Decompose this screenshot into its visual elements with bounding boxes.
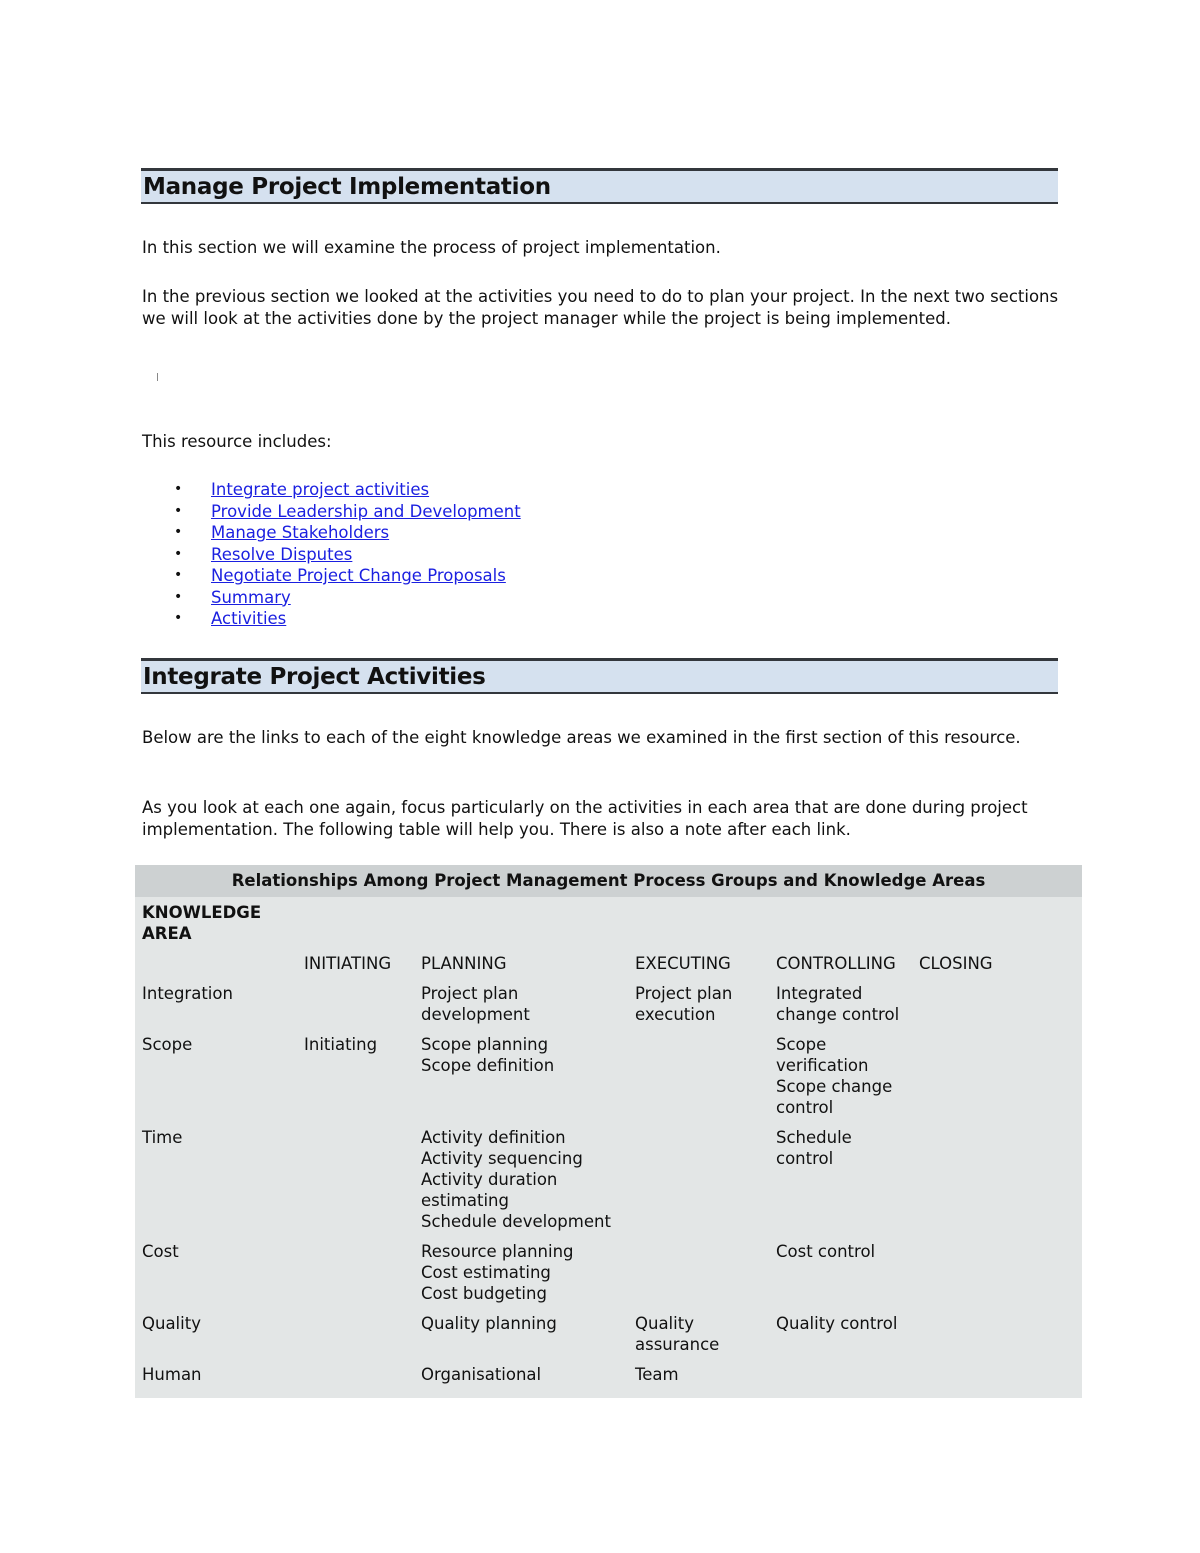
controlling-cell bbox=[769, 1355, 912, 1385]
planning-cell: Activity definition Activity sequencing Activity duration estimating Schedule development bbox=[421, 1128, 611, 1231]
column-header: PLANNING bbox=[421, 954, 507, 973]
table-row bbox=[135, 1025, 1082, 1118]
knowledge-area-cell: Integration bbox=[142, 984, 233, 1003]
controlling-cell: Cost control bbox=[776, 1242, 876, 1261]
knowledge-area-cell: Scope bbox=[142, 1035, 193, 1054]
relationships-table bbox=[135, 865, 1082, 1398]
resource-label: This resource includes: bbox=[142, 432, 332, 451]
previous-section-paragraph: In the previous section we looked at the activities you need to do to plan your project. In the next two sections we will look at the activities done by the project manager while the project is being implemented. bbox=[142, 287, 1059, 328]
intro-paragraph: In this section we will examine the process of project implementation. bbox=[142, 238, 721, 257]
planning-cell: Quality planning bbox=[421, 1314, 557, 1333]
section-title: Integrate Project Activities bbox=[143, 664, 486, 690]
section-header-integrate bbox=[141, 658, 1058, 694]
controlling-cell: Quality control bbox=[776, 1314, 898, 1333]
section-header-implementation bbox=[141, 168, 1058, 204]
executing-cell bbox=[628, 1118, 769, 1232]
table-header-row bbox=[135, 944, 1082, 974]
list-item bbox=[141, 501, 521, 523]
table-row bbox=[135, 897, 1082, 944]
controlling-cell: Scope verification Scope change control bbox=[776, 1035, 893, 1117]
list-item bbox=[141, 522, 521, 544]
planning-cell: Organisational bbox=[421, 1365, 542, 1384]
stray-mark bbox=[157, 373, 158, 381]
knowledge-areas-paragraph: Below are the links to each of the eight knowledge areas we examined in the first section of this resource. bbox=[142, 728, 1021, 747]
link-integrate-activities[interactable]: Integrate project activities bbox=[211, 480, 430, 499]
bullet-icon: • bbox=[174, 524, 183, 540]
table-row bbox=[135, 1232, 1082, 1304]
knowledge-area-cell: Time bbox=[142, 1128, 183, 1147]
column-header: CLOSING bbox=[919, 954, 993, 973]
closing-cell bbox=[912, 1304, 1082, 1355]
executing-cell: Project plan execution bbox=[635, 984, 733, 1024]
knowledge-area-cell: Quality bbox=[142, 1314, 201, 1333]
closing-cell bbox=[912, 1025, 1082, 1118]
executing-cell bbox=[628, 1025, 769, 1118]
closing-cell bbox=[912, 1118, 1082, 1232]
executing-cell: Quality assurance bbox=[635, 1314, 720, 1354]
bullet-icon: • bbox=[174, 545, 183, 562]
link-resolve-disputes[interactable]: Resolve Disputes bbox=[211, 544, 353, 564]
bullet-icon: • bbox=[174, 567, 183, 583]
closing-cell bbox=[912, 974, 1082, 1025]
list-item bbox=[141, 544, 521, 566]
initiating-cell: Initiating bbox=[304, 1035, 378, 1054]
list-item bbox=[141, 587, 521, 609]
bullet-icon: • bbox=[174, 588, 183, 605]
planning-cell: Resource planning Cost estimating Cost budgeting bbox=[421, 1242, 574, 1303]
list-item bbox=[141, 565, 521, 587]
table-body bbox=[135, 897, 1082, 1385]
bullet-icon: • bbox=[174, 481, 183, 497]
executing-cell: Team bbox=[635, 1365, 679, 1384]
table-title: Relationships Among Project Management Process Groups and Knowledge Areas bbox=[135, 865, 1082, 897]
knowledge-area-cell: Cost bbox=[142, 1242, 179, 1261]
knowledge-area-header: KNOWLEDGE AREA bbox=[142, 903, 262, 943]
bullet-icon: • bbox=[174, 502, 183, 519]
list-item bbox=[141, 608, 521, 630]
column-header: CONTROLLING bbox=[776, 954, 896, 973]
initiating-cell bbox=[297, 974, 414, 1025]
table-row bbox=[135, 1355, 1082, 1385]
section-title: Manage Project Implementation bbox=[143, 174, 551, 200]
initiating-cell bbox=[297, 1304, 414, 1355]
initiating-cell bbox=[297, 1232, 414, 1304]
resource-link-list bbox=[141, 479, 521, 630]
link-activities[interactable]: Activities bbox=[211, 609, 287, 628]
closing-cell bbox=[912, 1355, 1082, 1385]
link-leadership-development[interactable]: Provide Leadership and Development bbox=[211, 501, 521, 521]
table-row bbox=[135, 1118, 1082, 1232]
link-manage-stakeholders[interactable]: Manage Stakeholders bbox=[211, 523, 390, 542]
focus-paragraph: As you look at each one again, focus particularly on the activities in each area that are done during project implementation. The following table will help you. There is also a note after each link. bbox=[142, 798, 1028, 839]
controlling-cell: Integrated change control bbox=[776, 984, 900, 1024]
bullet-icon: • bbox=[174, 610, 183, 626]
table-row bbox=[135, 1304, 1082, 1355]
list-item bbox=[141, 479, 521, 501]
initiating-cell bbox=[297, 1355, 414, 1385]
link-negotiate-change[interactable]: Negotiate Project Change Proposals bbox=[211, 566, 506, 585]
executing-cell bbox=[628, 1232, 769, 1304]
link-summary[interactable]: Summary bbox=[211, 587, 291, 607]
knowledge-area-cell: Human bbox=[142, 1365, 202, 1384]
column-header: INITIATING bbox=[304, 954, 392, 973]
table-row bbox=[135, 974, 1082, 1025]
closing-cell bbox=[912, 1232, 1082, 1304]
planning-cell: Project plan development bbox=[421, 984, 530, 1024]
planning-cell: Scope planning Scope definition bbox=[421, 1035, 555, 1075]
controlling-cell: Schedule control bbox=[776, 1128, 852, 1168]
initiating-cell bbox=[297, 1118, 414, 1232]
column-header: EXECUTING bbox=[635, 954, 731, 973]
